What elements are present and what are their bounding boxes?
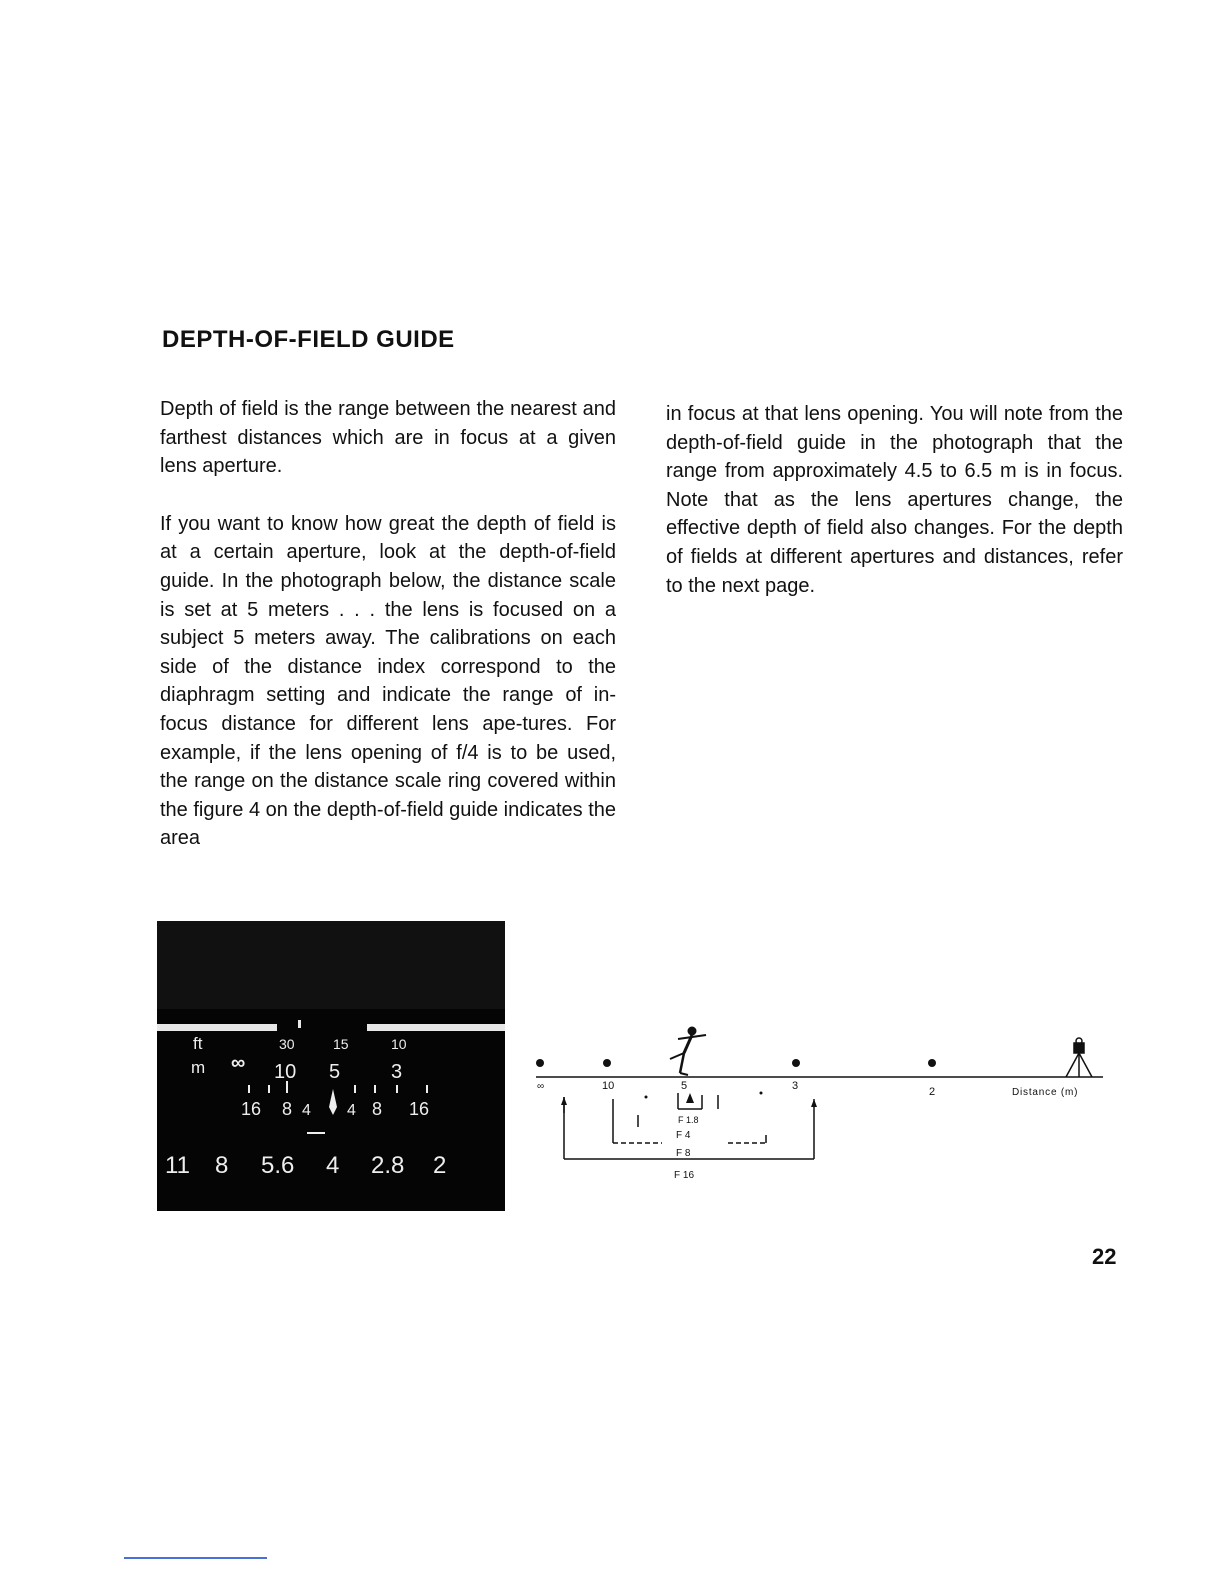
m-unit-label: m [191,1058,206,1077]
aperture-value: 2 [433,1152,447,1179]
dof-mark: 16 [241,1099,262,1119]
aperture-label: F 16 [674,1170,695,1181]
right-column [666,400,1123,600]
distance-dot [928,1059,936,1067]
depth-of-field-diagram [528,1025,1108,1185]
distance-label: 2 [929,1086,936,1098]
ft-value: 15 [333,1036,349,1052]
paragraph-explanation: If you want to know how great the depth of field is at a certain aperture, look at the depth-of-field guide. In the photograph below, the distance scale is set at 5 meters . . . the lens is focused on a subject 5 meters away. The calibrations on each side of the distance index correspond to the diaphragm setting and indicate the range of in-focus distance for different lens ape-tures. For example, if the lens opening of f/4 is to be used, the range on the distance scale ring covered within the figure 4 on the depth-of-field guide indicates the area [160,512,616,850]
aperture-value: 8 [215,1152,229,1179]
aperture-label: F 4 [676,1130,691,1141]
dof-mark: 16 [409,1099,430,1119]
infinity-label: ∞ [537,1081,545,1092]
dof-mark: 4 [347,1102,356,1119]
aperture-label: F 1.8 [678,1115,699,1125]
aperture-value: 11 [165,1152,190,1179]
distance-dot [536,1059,544,1067]
camera-tripod-icon [1066,1038,1092,1077]
aperture-label: F 8 [676,1148,691,1159]
dof-mark: 8 [282,1099,293,1119]
dof-mark: 4 [302,1102,311,1119]
left-column [160,395,616,853]
distance-dot [792,1059,800,1067]
m-value: 3 [391,1061,403,1083]
m-value: 5 [329,1061,341,1083]
distance-label: 5 [681,1080,688,1092]
lens-photo [157,921,505,1211]
subject-figure-icon [670,1027,706,1075]
dof-mark: 8 [372,1099,383,1119]
m-value: 10 [274,1061,297,1083]
distance-dot [603,1059,611,1067]
distance-label: 3 [792,1080,799,1092]
ft-value: 30 [279,1036,295,1052]
distance-axis-label: Distance (m) [1012,1087,1079,1098]
page-number: 22 [1092,1244,1117,1269]
ft-unit-label: ft [193,1034,203,1053]
infinity-mark: ∞ [231,1052,246,1074]
ft-value: 10 [391,1036,407,1052]
paragraph-definition: Depth of field is the range between the nearest and farthest distances which are in focus at a given lens aperture. [160,398,616,478]
footer-rule [124,1557,267,1559]
paragraph-continuation: in focus at that lens opening. You will note from the depth-of-field guide in the photograph that the range from approximately 4.5 to 6.5 m is in focus. Note that as the lens apertures change, the effective depth of field also changes. For the depth of fields at different apertures and distances, refer to the next page. [666,403,1123,597]
aperture-value: 4 [326,1152,340,1179]
aperture-value: 2.8 [371,1152,405,1179]
page-title: DEPTH-OF-FIELD GUIDE [162,326,455,353]
distance-label: 10 [602,1080,615,1092]
aperture-value: 5.6 [261,1152,295,1179]
